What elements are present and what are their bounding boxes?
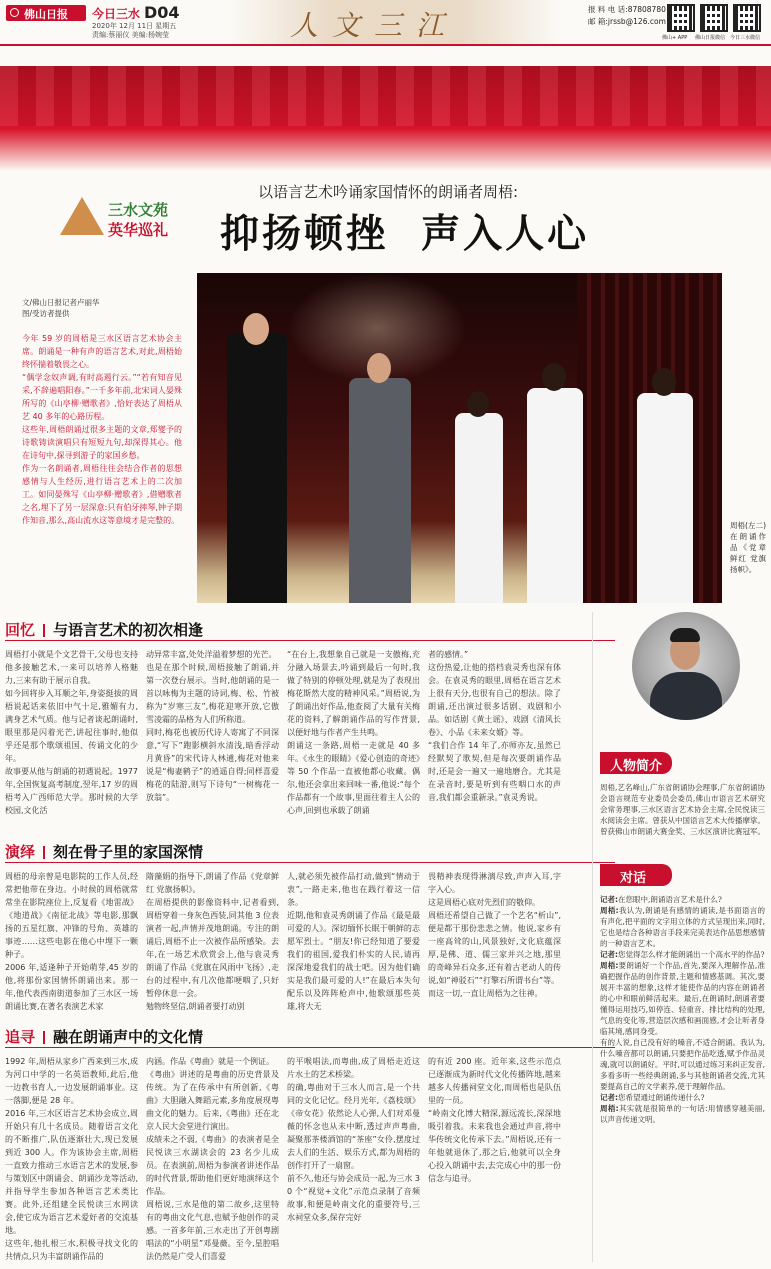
section1-col3: “在台上,我想象自己就是一支傲梅,充分融入场景去,吟诵到最后一句时,我做了特别的停顿处理,就是为了表现出梅花斯然大度的精神风采。”周梧说,为了朗诵出好作品,他查阅了大量有关梅花的资料,了解朗诵作品的写作背景,以便好地与作者产生共鸣。 朗诵这一条路,周梧一走就是 40 多年。《永生的眼睛》《爱心创造的奇迹》等 50 个作品一直被他都心收藏。偶尔,他还会拿出来回味一番,他说:“每个作品都有一个故事,里面往着主人公的心声,回到也承载了朗诵 xyxy=(287,650,420,815)
question-text: 您希望通过朗诵传递什么? xyxy=(618,1093,705,1102)
answer-label: 周梧: xyxy=(600,906,619,915)
edition-name: 今日三水 xyxy=(92,7,141,21)
paper-logo xyxy=(6,5,86,21)
main-photo xyxy=(197,273,722,603)
editors: 责编:蔡丽仪 美编:杨婉莹 xyxy=(92,31,169,39)
masthead xyxy=(0,0,771,46)
date-line: 2020年 12月 11日 星期五 xyxy=(92,22,177,30)
dialogue-title: 对话 xyxy=(620,871,647,886)
qr-code-app xyxy=(667,4,695,32)
photo-caption: 周梧(左二)在朗诵作品《党章鲜红 党旗扬帜》。 xyxy=(730,521,766,574)
column-logo-line1: 三水文苑 xyxy=(108,201,169,219)
section-kicker: 追寻 xyxy=(5,1028,36,1046)
section2-col4: 畏精神表现得淋漓尽致,声声入耳,字字入心。 这是周梧心底对先烈们的敬仰。 周梧还希望自己做了一个艺名“析山”,便是都于那份悲悲之情。他说,家乡有一座高耸的山,风景独好,文化底蕴深厚,是佛、道、儒三家并兴之地,那里的奇峰异石众多,还有着古老动人的传说,如“神驳石”“打擎石所谓书台”等。 而这一切,一直让周梧为之往神。 xyxy=(428,872,561,998)
answer-text: 我认为,朗诵是有感情的诵读,是书面语言的有声化,把平面的文字用立体的方式呈现出来,同时,它也是结合各种语言手段来完美表达作品思想感情的一种语言艺术。 xyxy=(600,906,765,948)
performer-girl-2-head xyxy=(542,363,566,391)
profile-title: 人物简介 xyxy=(610,759,663,774)
page-number: D04 xyxy=(144,3,180,22)
performer-zhouwu-head xyxy=(367,353,391,383)
section-kicker: 回忆 xyxy=(5,621,36,639)
section3-col4: 的有近 200 座。近年来,这些示范点已逐渐成为新时代文化传播阵地,越来越多人传播祠堂文化,而周梧也是队伍里的一员。 “岭南文化博大精深,源远流长,深深地吸引着我。未来我也会通过声音,将中华传统文化传承下去。”周梧说,还有一年他就退休了,那之后,他就可以全身心投入朗诵中去,去完成心中的那一份信念与追寻。 xyxy=(428,1057,561,1183)
kicker: 以语言艺术吟诵家国情怀的朗诵者周梧: xyxy=(258,183,519,201)
question-label: 记者: xyxy=(600,895,618,904)
portrait-suit xyxy=(650,672,722,720)
section-title: 与语言艺术的初次相逢 xyxy=(53,621,204,639)
answer-text: 其实就是很简单的一句话:用情感穿越美丽,以声音传递文明。 xyxy=(600,1104,765,1124)
performer-girl-1 xyxy=(455,413,503,603)
email: 邮 箱:jrssb@126.com xyxy=(588,17,666,26)
performer-left-head xyxy=(243,313,269,345)
dialogue-item-1 xyxy=(600,894,765,949)
portrait xyxy=(632,612,740,720)
section-header-pursue xyxy=(5,1027,615,1048)
section1-col4: 者的感情。” 这份热爱,让他的搭档袁灵秀也深有体会。在袁灵秀的眼里,周梧在语言艺术上很有天分,也很有自己的想法。除了朗诵,还出演过很多话剧、戏剧和小品。如话剧《黄土谣》、戏剧《清风长卷》、小品《未来女婿》等。 “我们合作 14 年了,亦师亦友,虽然已经默契了歌契,但是每次要朗诵作品时,还是会一遍又一遍地磨合。尤其是在录音时,要是听到有些咽口水的声音,我们都会重新录。”袁灵秀说。 xyxy=(428,650,561,802)
hotline: 报 料 电 话:87808780 xyxy=(588,5,666,14)
paper-name: 佛山日报 xyxy=(24,8,68,21)
section-divider xyxy=(43,846,45,859)
section-divider xyxy=(43,624,45,637)
performer-girl-3 xyxy=(637,393,693,603)
sidebar-divider xyxy=(592,612,593,1262)
performer-girl-1-head xyxy=(467,391,489,417)
section3-col3: 的平喉唱法,而粤曲,成了周梧走近这片水土的艺术桥梁。 的确,粤曲对于三水人而言,是一个共同的文化记忆。经月光年,《荔枝颂》《帝女花》依然论人心弹,人们对邓曼薇的怀念也从未中断,透过声声粤曲,凝聚那茶楼酒馆的“茶座”女伶,摆度过去人们的生活、娱乐方式,都为周梧的创作打开了一扇窗。 前不久,他还与协会成员一起,为三水 30 个“视觉+文化”示范点录制了音频故事,和便是岭南文化的重要符号,三水祠堂众多,保存完好 xyxy=(287,1057,420,1222)
dialogue-body xyxy=(600,894,765,1264)
section-divider xyxy=(43,1031,45,1044)
question-label: 记者: xyxy=(600,950,618,959)
banner xyxy=(230,0,560,44)
qr-code-wechat-jrss xyxy=(733,4,761,32)
answer-text: 要朗诵好一个作品,首先,要深入理解作品,准确把握作品的创作背景,主题和情感基调。其次,要展开丰富的想象,这样才能使作品的内容在朗诵者的心中和眼前鲜活起来。最后,在朗诵时,朗诵者要懂得运用技巧,如停连、轻重音、排比结构的处理,气息的变化等,营造层次感和画面感,才会让听者身临其境,感同身受。 有的人说,自己没有好的嗓音,不适合朗诵。我认为,什么嗓音都可以朗诵,只要把作品吃透,赋予作品灵魂,就可以朗诵好。平时,可以通过练习来纠正发音,多看多听一些经典朗诵,多与其他朗诵者交流,尤其要提高自己的文学素养,使于理解作品。 xyxy=(600,961,765,1091)
answer-label: 周梧: xyxy=(600,961,619,970)
curtain-highlight xyxy=(0,66,771,126)
portrait-hair xyxy=(670,628,700,642)
logo-icon xyxy=(10,8,19,17)
performer-zhouwu xyxy=(349,378,411,603)
dialogue-item-3 xyxy=(600,1092,765,1125)
qr-label-app: 佛山+ APP xyxy=(662,35,688,41)
section2-col1: 周梧的母亲曾是电影院的工作人员,经常把他带在身边。小时候的周梧就常常坐在影院座位上,反复看《地雷战》《地道战》《南征北战》等电影,那飘扬的五星红旗、冲锋的号角、英雄的事迹……这些电影在他心中埋下一颗种子。 2006 年,适逢种子开始萌芽,45 岁的他,将那份家国情怀朗诵出来。那一年,他代表西南街道参加了三水区一场朗诵比赛,在著名表演艺术家 xyxy=(5,872,138,1010)
column-logo-line2: 英华巡礼 xyxy=(108,221,169,239)
section2-col3: 人,就必须先被作品打动,做到“情动于衷”,一路走来,他也在践行着这一信条。 近期,他和袁灵秀朗诵了作品《最是最可爱的人》。深切缅怀长眠于朝鲜的志愿军烈士。“朋友!你已经知道了要爱我们的祖国,爱我们朴实的人民,请再深深地爱我们的战士吧。因为他们确实是我们最可爱的人!”在最后本失句配乐以及阵阵枪声中,他歌颂那些英雄,将大无 xyxy=(287,872,420,1010)
section3-col2: 内涵。作品《粤曲》就是一个例证。 《粤曲》讲述的是粤曲的历史背景及传统。为了在传承中有所创新,《粤曲》大胆融入舞蹈元素,多角度展现粤曲文化的魅力。后来,《粤曲》还在北京人民大会堂进行演出。 成绩未之不弱,《粤曲》的表演者是全民悦读三水湖读会的 23 名少儿成员。在表演前,周梧为参演者讲述作品的时代背景,帮助他们更好地演绎这个作品。 周梧说,三水是他的第二故乡,这里特有的粤曲文化气息,也赋予他创作的灵感。一首多年前,三水走出了开创粤剧唱法的“小明星”邓曼薇。至今,星腔唱法仍然是广受人们喜爱 xyxy=(146,1057,279,1261)
mountain-icon xyxy=(60,197,104,235)
question-text: 您觉得怎么样才能朗诵出一个高水平的作品? xyxy=(618,950,765,959)
banner-title: 人文三江 xyxy=(290,9,459,42)
section1-col1: 周梧打小就是个文艺骨干,父母也支持他多接触艺术,一来可以培养人格魅力,三来有助于展示自我。 如今回将步入耳顺之年,身姿挺拔的周梧说起话来依旧中气十足,雅媚有力,满身艺术气质。他与记者谈起朗诵时,眼里那是闪着光芒,讲起往事时,他似乎还是那个歌颂祖国、传诵文化的少年。 故事要从他与朗诵的初遇说起。1977 年,全国恢复高考制度,翌年,17 岁的周梧考入广西师范大学。那时候的大学校园,文化活 xyxy=(5,650,138,815)
question-text: 在您眼中,朗诵语言艺术是什么? xyxy=(618,895,722,904)
qr-code-wechat-fsrb xyxy=(700,4,728,32)
section-header-perform xyxy=(5,842,615,863)
decorative-banner xyxy=(0,66,771,171)
section-title: 融在朗诵声中的文化情 xyxy=(53,1028,204,1046)
qr-label-fsrb: 佛山日报微信 xyxy=(695,35,726,41)
profile-text: 周梧,艺名峰山,广东省朗诵协会理事,广东省朗诵协会语言规范专业委员会委员,佛山市语言艺术研究会常务理事,三水区语言艺术协会主席,全民悦读三水阅读会主席。曾获从中国语言艺术大传播摩挲。曾获佛山市朗诵大赛金奖、三水区演讲比赛冠军。 xyxy=(600,783,765,836)
section3-col1: 1992 年,周梧从家乡广西来到三水,成为河口中学的一名英语教师,此后,他一边教书育人,一边发展朗诵事业。这一落脚,便是 28 年。 2016 年,三水区语言艺术协会成立,周开始只有几十名成员。随着语言文化的不断推广,队伍逐渐壮大,现已发展到近 300 人。作为该协会主席,周梧一直致力推动三水语言艺术的发展,参与策划区中朗诵会、朗诵沙龙等活动,并指导学生参加各种语言艺术类比赛。此外,还组建全民悦读三水网读会,使它成为语言艺术爱好者的交流基地。 这些年,他扎根三水,积极寻找文化的共情点,只为丰富朗诵作品的 xyxy=(5,1057,138,1261)
section-header-recall xyxy=(5,620,615,641)
byline: 文/佛山日报记者卢丽华 图/受访者提供 xyxy=(22,298,100,318)
column-logo xyxy=(60,195,185,255)
hotline-number: 87808780 xyxy=(627,5,666,14)
section2-col2: 隋藻娟的指导下,朗诵了作品《党章鲜红 党旗扬帜》。 在周梧提供的影像资料中,记者看到,周梧穿着一身灰色西装,同其他 3 位表演者一起,声情并茂地朗诵。专注的朗诵后,周梧不止一次被作品所感染。去年,在一场艺术欣赏会上,他与袁灵秀朗诵了作品《党旗在风雨中飞扬》,走台的过程中,有几次他都哽咽了,只好暂停休息一会。 勉物终坚信,朗诵者要打动别 xyxy=(146,872,279,1010)
qr-label-jrss: 今日三水微信 xyxy=(730,35,761,41)
question-label: 记者: xyxy=(600,1093,618,1102)
section-title: 刻在骨子里的家国深情 xyxy=(53,843,204,861)
email-address: jrssb@126.com xyxy=(607,17,666,26)
profile-tag xyxy=(600,752,672,774)
performer-left xyxy=(227,333,287,603)
dialogue-tag xyxy=(600,864,672,886)
dialogue-item-2 xyxy=(600,949,765,1092)
section-kicker: 演绎 xyxy=(5,843,36,861)
answer-label: 周梧: xyxy=(600,1104,619,1113)
section1-col2: 动异常丰富,处处洋溢着梦想的光芒。 也是在那个时候,周梧接触了朗诵,并第一次登台展示。当时,他朗诵的是一首以咏梅为主题的诗词,梅、松、竹被称为“岁寒三友”,梅花迎寒开放,它傲雪凌霜的品格为人们所称道。 同时,梅花也被历代诗人寄寓了不同深意,“写下”跑影横斜水清浅,暗香浮动月黄昏”的宋代诗人林逋,梅花对他来说是“梅妻鹤子”的逍遥自得;同样喜爱梅花的陆游,则写下诗句“一树梅花一放翁”。 xyxy=(146,650,279,802)
performer-girl-3-head xyxy=(652,368,676,396)
performer-girl-2 xyxy=(527,388,583,603)
lead-paragraph: 今年 59 岁的周梧是三水区语言艺术协会主席。朗诵是一种有声的语言艺术,对此,周梧始终怀揣着敬畏之心。 “偶学念奴声调,有时高遏行云。”“若有知音见采,不辞遍唱阳春。”一千多年前,北宋词人晏殊所写的《山亭柳·赠歌者》,恰好表达了周梧从艺 40 多年的心路历程。 这些年,周梧朗诵过很多主题的文章,郑燮予的诗歌铸读演唱只有短短九句,却深得其心。他在诗句中,探寻到游子的家国乡愁。 作为一名朗诵者,周梧往往会结合作者的思想感情与人生经历,进行语言艺术上的二次加工。如同晏殊写《山亭柳·赠歌者》,借赠歌者之名,埋下了另一层深意:只有伯牙摔琴,钟子期作知音,那么,高山流水这等意境才是完整的。 xyxy=(22,334,182,525)
headline: 抑扬顿挫 声入人心 xyxy=(220,211,590,257)
